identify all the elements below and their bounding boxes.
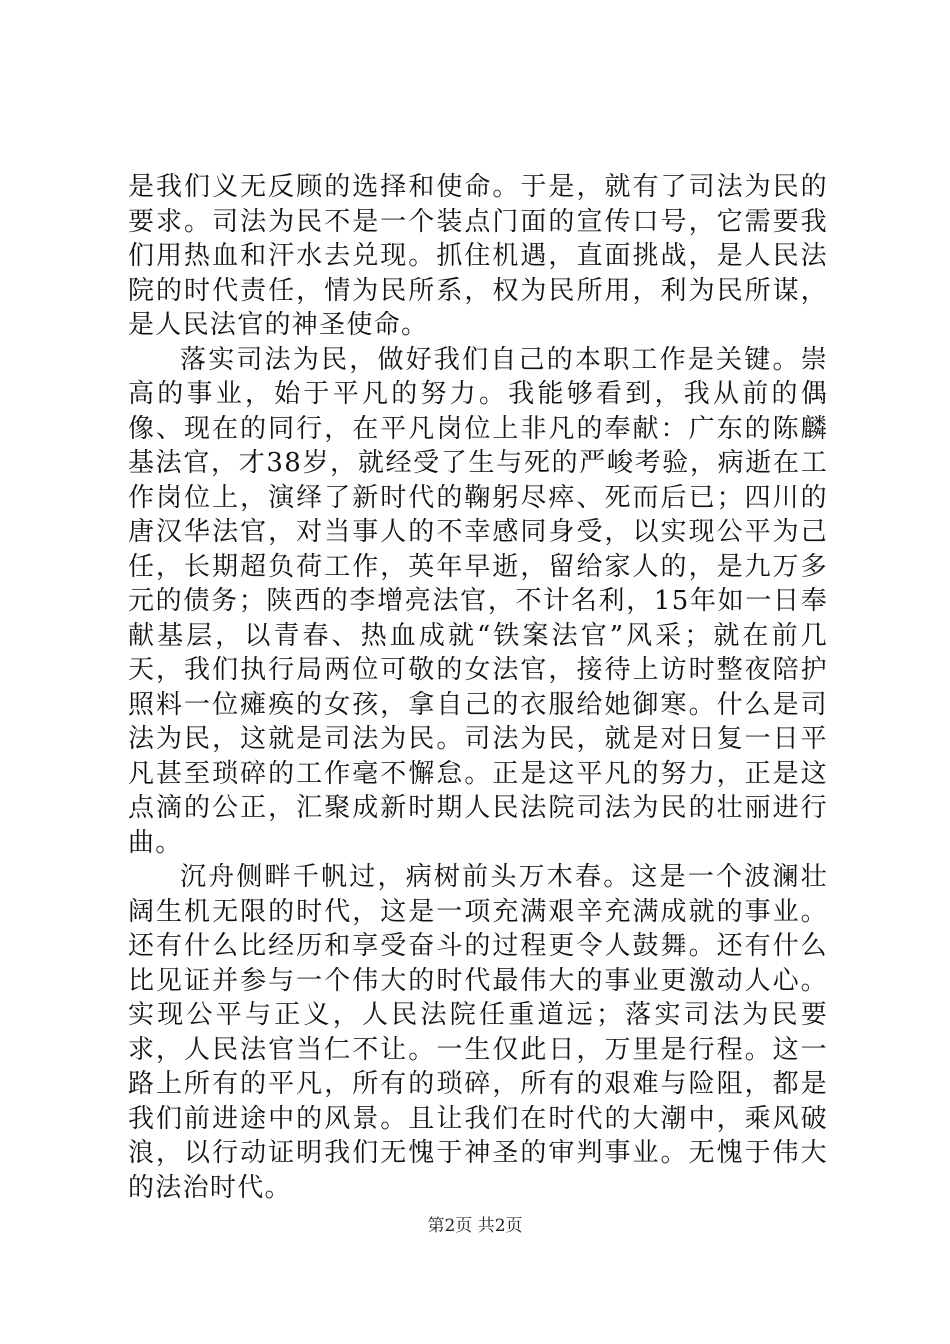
paragraph-3: 沉舟侧畔千帆过，病树前头万木春。这是一个波澜壮阔生机无限的时代，这是一项充满艰辛充满成就的事业。还有什么比经历和享受奋斗的过程更令人鼓舞。还有什么比见证并参与一个伟大的时代最伟大的事业更激动人心。实现公平与正义，人民法院任重道远；落实司法为民要求，人民法官当仁不让。一生仅此日，万里是行程。这一路上所有的平凡，所有的琐碎，所有的艰难与险阻，都是我们前进途中的风景。且让我们在时代的大潮中，乘风破浪，以行动证明我们无愧于神圣的审判事业。无愧于伟大的法治时代。 bbox=[128, 862, 828, 1203]
paragraph-2: 落实司法为民，做好我们自己的本职工作是关键。崇高的事业，始于平凡的努力。我能够看到，我从前的偶像、现在的同行，在平凡岗位上非凡的奉献：广东的陈麟基法官，才38岁，就经受了生与死的严峻考验，病逝在工作岗位上，演绎了新时代的鞠躬尽瘁、死而后已；四川的唐汉华法官，对当事人的不幸感同身受，以实现公平为己任，长期超负荷工作，英年早逝，留给家人的，是九万多元的债务；陕西的李增亮法官，不计名利，15年如一日奉献基层，以青春、热血成就“铁案法官”风采；就在前几天，我们执行局两位可敬的女法官，接待上访时整夜陪护照料一位瘫痪的女孩，拿自己的衣服给她御寒。什么是司法为民，这就是司法为民。司法为民，就是对日复一日平凡甚至琐碎的工作毫不懈怠。正是这平凡的努力，正是这点滴的公正，汇聚成新时期人民法院司法为民的壮丽进行曲。 bbox=[128, 344, 828, 858]
document-body bbox=[128, 170, 828, 1205]
page-footer: 第2页 共2页 bbox=[427, 1216, 523, 1236]
paragraph-1: 是我们义无反顾的选择和使命。于是，就有了司法为民的要求。司法为民不是一个装点门面的宣传口号，它需要我们用热血和汗水去兑现。抓住机遇，直面挑战，是人民法院的时代责任，情为民所系，权为民所用，利为民所谋，是人民法官的神圣使命。 bbox=[128, 172, 828, 340]
